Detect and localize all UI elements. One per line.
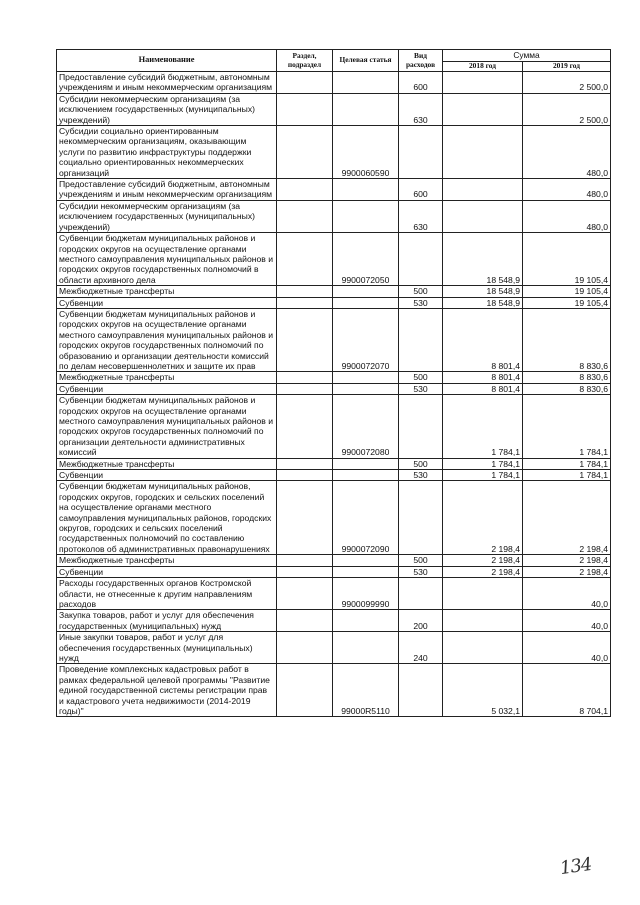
cell-target bbox=[333, 286, 399, 297]
cell-2019: 19 105,4 bbox=[523, 297, 611, 308]
header-name: Наименование bbox=[57, 50, 277, 72]
cell-type: 500 bbox=[399, 286, 443, 297]
cell-2018: 1 784,1 bbox=[443, 395, 523, 458]
cell-2018: 1 784,1 bbox=[443, 458, 523, 469]
table-row bbox=[57, 395, 611, 458]
header-target: Целевая статья bbox=[333, 50, 399, 72]
table-row bbox=[57, 383, 611, 394]
handwritten-page-number: 134 bbox=[558, 853, 593, 880]
cell-section bbox=[277, 578, 333, 610]
cell-2019: 480,0 bbox=[523, 126, 611, 179]
cell-type bbox=[399, 308, 443, 371]
cell-2018: 5 032,1 bbox=[443, 664, 523, 717]
cell-section bbox=[277, 395, 333, 458]
cell-2018 bbox=[443, 610, 523, 632]
table-row bbox=[57, 664, 611, 717]
table-row bbox=[57, 200, 611, 232]
cell-name: Субвенции бюджетам муниципальных районов и городских округов на осуществление органами местного самоуправления муниципальных районов и городских округов государственных полномочий по образованию и организации деятельности комиссий по делам несовершеннолетних и защите их прав bbox=[57, 308, 277, 371]
header-section: Раздел, подраздел bbox=[277, 50, 333, 72]
cell-target bbox=[333, 372, 399, 383]
cell-name: Субвенции bbox=[57, 383, 277, 394]
cell-name: Предоставление субсидий бюджетным, автономным учреждениям и иным некоммерческим организациям bbox=[57, 179, 277, 201]
cell-type: 200 bbox=[399, 610, 443, 632]
cell-2018 bbox=[443, 200, 523, 232]
cell-2019: 2 198,4 bbox=[523, 481, 611, 555]
cell-target bbox=[333, 458, 399, 469]
table-row bbox=[57, 458, 611, 469]
cell-2019: 8 704,1 bbox=[523, 664, 611, 717]
table-row bbox=[57, 555, 611, 566]
cell-target bbox=[333, 179, 399, 201]
cell-name: Субвенции bbox=[57, 297, 277, 308]
cell-name: Субвенции bbox=[57, 566, 277, 577]
table-row bbox=[57, 566, 611, 577]
table-row bbox=[57, 297, 611, 308]
table-row bbox=[57, 233, 611, 286]
cell-target: 9900060590 bbox=[333, 126, 399, 179]
table-row bbox=[57, 308, 611, 371]
cell-2019: 480,0 bbox=[523, 179, 611, 201]
cell-section bbox=[277, 72, 333, 94]
cell-target bbox=[333, 470, 399, 481]
cell-section bbox=[277, 481, 333, 555]
table-row bbox=[57, 632, 611, 664]
cell-type: 500 bbox=[399, 458, 443, 469]
cell-2019: 1 784,1 bbox=[523, 458, 611, 469]
cell-type bbox=[399, 233, 443, 286]
cell-2019: 8 830,6 bbox=[523, 372, 611, 383]
cell-section bbox=[277, 286, 333, 297]
cell-section bbox=[277, 200, 333, 232]
header-2019: 2019 год bbox=[523, 62, 611, 72]
cell-2018 bbox=[443, 93, 523, 125]
cell-type: 500 bbox=[399, 372, 443, 383]
cell-2018: 8 801,4 bbox=[443, 308, 523, 371]
cell-2019: 2 500,0 bbox=[523, 93, 611, 125]
cell-target bbox=[333, 297, 399, 308]
cell-type: 600 bbox=[399, 179, 443, 201]
cell-name: Субвенции бюджетам муниципальных районов, городских округов, городских и сельских поселений на осуществление органами местного самоуправления муниципальных районов, городских округов, городских и сельских поселений государственных полномочий по составлению протоколов об административных правонарушениях bbox=[57, 481, 277, 555]
cell-2018: 2 198,4 bbox=[443, 566, 523, 577]
cell-section bbox=[277, 372, 333, 383]
cell-name: Субсидии некоммерческим организациям (за исключением государственных (муниципальных) учреждений) bbox=[57, 93, 277, 125]
cell-2018 bbox=[443, 179, 523, 201]
cell-target bbox=[333, 200, 399, 232]
cell-target: 9900072090 bbox=[333, 481, 399, 555]
cell-name: Субвенции bbox=[57, 470, 277, 481]
cell-name: Межбюджетные трансферты bbox=[57, 286, 277, 297]
table-row bbox=[57, 481, 611, 555]
table-row bbox=[57, 470, 611, 481]
cell-target: 99000R5110 bbox=[333, 664, 399, 717]
cell-type: 530 bbox=[399, 566, 443, 577]
cell-type: 240 bbox=[399, 632, 443, 664]
cell-section bbox=[277, 566, 333, 577]
cell-2018: 18 548,9 bbox=[443, 286, 523, 297]
cell-type: 530 bbox=[399, 383, 443, 394]
cell-type bbox=[399, 395, 443, 458]
cell-2018 bbox=[443, 578, 523, 610]
cell-type: 530 bbox=[399, 470, 443, 481]
cell-2019: 8 830,6 bbox=[523, 383, 611, 394]
cell-type bbox=[399, 664, 443, 717]
cell-2018 bbox=[443, 632, 523, 664]
cell-2019: 19 105,4 bbox=[523, 233, 611, 286]
cell-2018: 2 198,4 bbox=[443, 555, 523, 566]
cell-type: 500 bbox=[399, 555, 443, 566]
cell-type: 630 bbox=[399, 93, 443, 125]
table-row bbox=[57, 286, 611, 297]
cell-section bbox=[277, 632, 333, 664]
cell-target: 9900072080 bbox=[333, 395, 399, 458]
cell-target bbox=[333, 93, 399, 125]
budget-table bbox=[56, 49, 611, 717]
cell-2018: 2 198,4 bbox=[443, 481, 523, 555]
cell-2019: 1 784,1 bbox=[523, 470, 611, 481]
cell-section bbox=[277, 555, 333, 566]
cell-name: Проведение комплексных кадастровых работ в рамках федеральной целевой программы "Развитие единой государственной системы регистрации прав и кадастрового учета недвижимости (2014-2019 годы)" bbox=[57, 664, 277, 717]
cell-2019: 8 830,6 bbox=[523, 308, 611, 371]
cell-section bbox=[277, 470, 333, 481]
cell-name: Расходы государственных органов Костромской области, не отнесенные к другим направлениям расходов bbox=[57, 578, 277, 610]
cell-name: Закупка товаров, работ и услуг для обеспечения государственных (муниципальных) нужд bbox=[57, 610, 277, 632]
cell-name: Межбюджетные трансферты bbox=[57, 458, 277, 469]
table-row bbox=[57, 93, 611, 125]
cell-section bbox=[277, 233, 333, 286]
cell-name: Межбюджетные трансферты bbox=[57, 372, 277, 383]
cell-2018: 8 801,4 bbox=[443, 383, 523, 394]
cell-type bbox=[399, 578, 443, 610]
cell-target bbox=[333, 610, 399, 632]
cell-2018: 1 784,1 bbox=[443, 470, 523, 481]
cell-type: 530 bbox=[399, 297, 443, 308]
header-sum: Сумма bbox=[443, 50, 611, 62]
cell-type bbox=[399, 481, 443, 555]
table-row bbox=[57, 179, 611, 201]
cell-target: 9900072070 bbox=[333, 308, 399, 371]
cell-target bbox=[333, 72, 399, 94]
cell-target: 9900099990 bbox=[333, 578, 399, 610]
cell-2018: 8 801,4 bbox=[443, 372, 523, 383]
cell-2019: 40,0 bbox=[523, 578, 611, 610]
cell-2019: 2 198,4 bbox=[523, 555, 611, 566]
cell-target bbox=[333, 383, 399, 394]
header-type: Вид расходов bbox=[399, 50, 443, 72]
table-row bbox=[57, 610, 611, 632]
cell-section bbox=[277, 93, 333, 125]
cell-name: Субвенции бюджетам муниципальных районов и городских округов на осуществление органами местного самоуправления муниципальных районов и городских округов государственных полномочий по организации деятельности административных комиссий bbox=[57, 395, 277, 458]
cell-2019: 1 784,1 bbox=[523, 395, 611, 458]
cell-2019: 2 198,4 bbox=[523, 566, 611, 577]
cell-2019: 2 500,0 bbox=[523, 72, 611, 94]
table-row bbox=[57, 126, 611, 179]
cell-section bbox=[277, 126, 333, 179]
cell-2019: 40,0 bbox=[523, 632, 611, 664]
cell-target bbox=[333, 632, 399, 664]
cell-2018: 18 548,9 bbox=[443, 233, 523, 286]
cell-section bbox=[277, 297, 333, 308]
table-row bbox=[57, 72, 611, 94]
table-row bbox=[57, 372, 611, 383]
cell-type: 630 bbox=[399, 200, 443, 232]
table-body bbox=[57, 72, 611, 717]
cell-type: 600 bbox=[399, 72, 443, 94]
cell-2018 bbox=[443, 126, 523, 179]
cell-2018: 18 548,9 bbox=[443, 297, 523, 308]
cell-target bbox=[333, 566, 399, 577]
cell-section bbox=[277, 458, 333, 469]
cell-2019: 480,0 bbox=[523, 200, 611, 232]
cell-2019: 19 105,4 bbox=[523, 286, 611, 297]
cell-section bbox=[277, 610, 333, 632]
cell-name: Субвенции бюджетам муниципальных районов и городских округов на осуществление органами местного самоуправления муниципальных районов и городских округов государственных полномочий в области архивного дела bbox=[57, 233, 277, 286]
cell-2018 bbox=[443, 72, 523, 94]
cell-name: Межбюджетные трансферты bbox=[57, 555, 277, 566]
cell-section bbox=[277, 383, 333, 394]
budget-table-container bbox=[56, 49, 610, 717]
table-row bbox=[57, 578, 611, 610]
cell-name: Субсидии социально ориентированным некоммерческим организациям, оказывающим услуги по развитию инфраструктуры поддержки социально ориентированных некоммерческих организаций bbox=[57, 126, 277, 179]
cell-target bbox=[333, 555, 399, 566]
cell-type bbox=[399, 126, 443, 179]
cell-section bbox=[277, 179, 333, 201]
cell-name: Субсидии некоммерческим организациям (за исключением государственных (муниципальных) учреждений) bbox=[57, 200, 277, 232]
cell-2019: 40,0 bbox=[523, 610, 611, 632]
cell-section bbox=[277, 308, 333, 371]
header-2018: 2018 год bbox=[443, 62, 523, 72]
cell-name: Предоставление субсидий бюджетным, автономным учреждениям и иным некоммерческим организациям bbox=[57, 72, 277, 94]
cell-name: Иные закупки товаров, работ и услуг для обеспечения государственных (муниципальных) нужд bbox=[57, 632, 277, 664]
cell-section bbox=[277, 664, 333, 717]
cell-target: 9900072050 bbox=[333, 233, 399, 286]
